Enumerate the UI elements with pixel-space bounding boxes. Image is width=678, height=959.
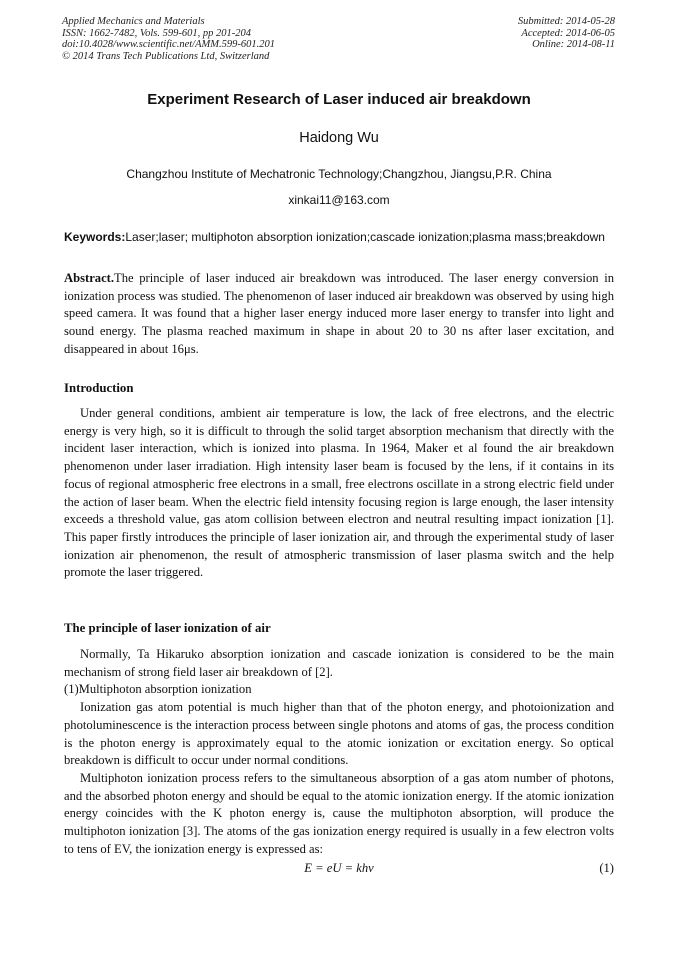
publication-dates [518, 16, 615, 51]
abstract [64, 270, 614, 359]
equation-formula: E = eU = khν [304, 861, 374, 875]
journal-info [62, 16, 275, 62]
keywords-text: Laser;laser; multiphoton absorption ionization;cascade ionization;plasma mass;breakdown [125, 230, 605, 244]
journal-doi: doi:10.4028/www.scientific.net/AMM.599-601.201 [62, 39, 275, 51]
author-email: xinkai11@163.com [288, 193, 390, 207]
subheading-multiphoton: (1)Multiphoton absorption ionization [64, 682, 252, 697]
section-heading-introduction: Introduction [64, 381, 134, 395]
keywords-label: Keywords: [64, 230, 126, 244]
submitted-date: Submitted: 2014-05-28 [517, 16, 615, 27]
journal-issn: ISSN: 1662-7482, Vols. 599-601, pp 201-204 [62, 27, 251, 39]
author-affiliation: Changzhou Institute of Mechatronic Technology;Changzhou, Jiangsu,P.R. China [126, 167, 552, 181]
online-date: Online: 2014-08-11 [532, 39, 615, 51]
principle-paragraph-3: Multiphoton ionization process refers to the simultaneous absorption of a gas atom number of photons, and the absorbed photon energy and should be equal to the atomic ionization energy. If the atomic ionization energy coincides with the K photon energy is, cause the multiphoton absorption, will produce the multiphoton ionization [3]. The atoms of the gas ionization energy required is usually in a few electron volts to tens of EV, the ionization energy is expressed as: [64, 770, 614, 856]
journal-name: Applied Mechanics and Materials [62, 16, 205, 27]
accepted-date: Accepted: 2014-06-05 [521, 27, 615, 39]
section-heading-principle: The principle of laser ionization of air [64, 621, 271, 635]
keywords [64, 230, 614, 246]
principle-paragraph-1: Normally, Ta Hikaruko absorption ionization and cascade ionization is considered to be the main mechanism of strong field laser air breakdown of [2]. [64, 647, 614, 679]
principle-section [64, 646, 614, 858]
abstract-text: The principle of laser induced air breakdown was introduced. The laser energy conversion in ionization process was studied. The phenomenon of laser induced air breakdown was observed by using high speed camera. It was found that a higher laser energy induced more laser energy to transfer into light and sound energy. The plasma reached maximum in shape in about 20 to 30 ns after laser excitation, and disappeared in about 16μs. [64, 271, 614, 356]
paper-title: Experiment Research of Laser induced air breakdown [147, 91, 531, 108]
abstract-label: Abstract. [64, 271, 115, 285]
introduction-paragraph: Under general conditions, ambient air temperature is low, the lack of free electrons, and the electric energy is very high, so it is difficult to through the solid target absorption mechanism that directly with the incident laser interaction, which is ionized into plasma. In 1964, Maker et al found the air breakdown phenomenon under laser irradiation. High intensity laser beam is focused by the lens, if it contains in its focus of regional atmospheric free electrons in a small, free electrons oscillate in a strong electric field under the action of laser beam. When the electric field intensity focusing region is large enough, the laser intensity exceeds a threshold value, gas atom collision between electron and neutral resulting impact ionization [1]. This paper firstly introduces the principle of laser ionization air, and through the experimental study of laser ionization air phenomenon, the result of atmospheric transmission of laser plasma switch and the help promote the laser triggered. [64, 406, 614, 580]
author-name: Haidong Wu [299, 130, 379, 146]
journal-copyright: © 2014 Trans Tech Publications Ltd, Switzerland [62, 50, 270, 62]
equation-number: (1) [599, 861, 614, 875]
principle-paragraph-2: Ionization gas atom potential is much higher than that of the photon energy, and photoionization and photoluminescence is the interaction process between single photons and atoms of gas, the process condition is the photon energy is approximately equal to the atomic ionization or excitation energy. So optical breakdown is difficult to occur under normal conditions. [64, 700, 614, 768]
equation-1 [64, 861, 614, 879]
